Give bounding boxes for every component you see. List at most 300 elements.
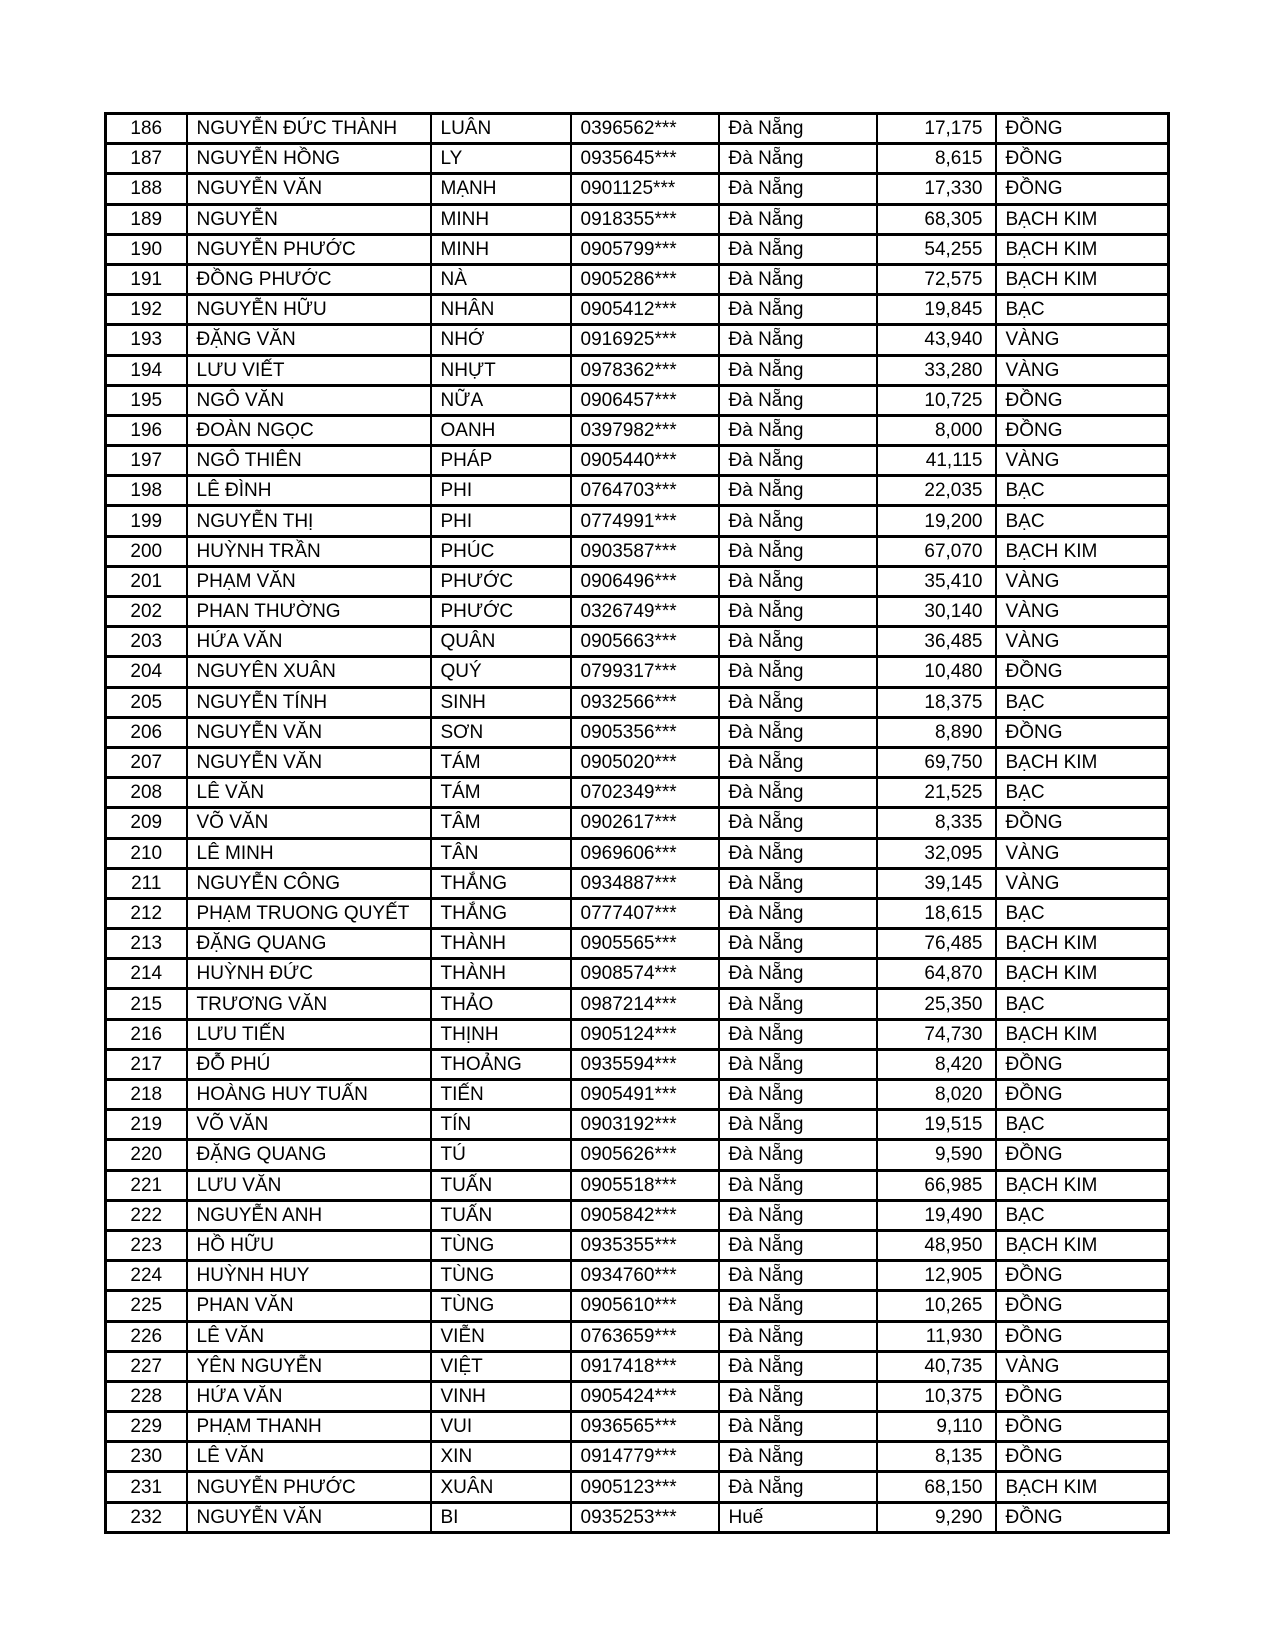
cell-city: Đà Nẵng <box>719 868 877 898</box>
table-row <box>106 597 1169 627</box>
cell-row-number: 218 <box>106 1080 187 1110</box>
cell-tier: ĐỒNG <box>996 1140 1169 1170</box>
cell-points: 35,410 <box>877 566 996 596</box>
cell-phone: 0906496*** <box>571 566 719 596</box>
cell-phone: 0905124*** <box>571 1019 719 1049</box>
cell-tier: BẠC <box>996 1200 1169 1230</box>
cell-city: Đà Nẵng <box>719 898 877 928</box>
cell-phone: 0396562*** <box>571 114 719 144</box>
cell-city: Đà Nẵng <box>719 657 877 687</box>
cell-phone: 0702349*** <box>571 778 719 808</box>
cell-points: 68,305 <box>877 204 996 234</box>
cell-row-number: 196 <box>106 415 187 445</box>
cell-city: Đà Nẵng <box>719 989 877 1019</box>
cell-phone: 0905286*** <box>571 264 719 294</box>
cell-points: 9,590 <box>877 1140 996 1170</box>
cell-row-number: 224 <box>106 1261 187 1291</box>
cell-points: 8,135 <box>877 1442 996 1472</box>
cell-first-name: XUÂN <box>431 1472 571 1502</box>
cell-city: Đà Nẵng <box>719 717 877 747</box>
cell-points: 9,290 <box>877 1502 996 1532</box>
cell-phone: 0777407*** <box>571 898 719 928</box>
cell-points: 11,930 <box>877 1321 996 1351</box>
table-row <box>106 144 1169 174</box>
cell-row-number: 200 <box>106 536 187 566</box>
table-row <box>106 506 1169 536</box>
cell-last-name: NGUYỄN CÔNG <box>187 868 431 898</box>
cell-city: Đà Nẵng <box>719 325 877 355</box>
cell-city: Đà Nẵng <box>719 446 877 476</box>
cell-tier: BẠCH KIM <box>996 929 1169 959</box>
cell-city: Đà Nẵng <box>719 1200 877 1230</box>
table-row <box>106 747 1169 777</box>
cell-row-number: 197 <box>106 446 187 476</box>
cell-phone: 0903192*** <box>571 1110 719 1140</box>
cell-points: 10,265 <box>877 1291 996 1321</box>
cell-first-name: TÁM <box>431 778 571 808</box>
table-row <box>106 295 1169 325</box>
table-row <box>106 627 1169 657</box>
cell-tier: VÀNG <box>996 597 1169 627</box>
cell-phone: 0905663*** <box>571 627 719 657</box>
cell-first-name: TUẤN <box>431 1170 571 1200</box>
cell-tier: BẠC <box>996 1110 1169 1140</box>
cell-phone: 0905020*** <box>571 747 719 777</box>
table-row <box>106 898 1169 928</box>
cell-first-name: TÂM <box>431 808 571 838</box>
cell-last-name: HỒ HỮU <box>187 1230 431 1260</box>
cell-last-name: LÊ VĂN <box>187 778 431 808</box>
cell-first-name: QUÂN <box>431 627 571 657</box>
cell-first-name: TÂN <box>431 838 571 868</box>
cell-first-name: TÙNG <box>431 1261 571 1291</box>
cell-tier: BẠC <box>996 778 1169 808</box>
cell-points: 17,175 <box>877 114 996 144</box>
table-row <box>106 717 1169 747</box>
cell-last-name: PHAN THƯỜNG <box>187 597 431 627</box>
cell-tier: ĐỒNG <box>996 1442 1169 1472</box>
table-row <box>106 385 1169 415</box>
cell-tier: BẠCH KIM <box>996 1472 1169 1502</box>
cell-phone: 0934760*** <box>571 1261 719 1291</box>
cell-tier: ĐỒNG <box>996 717 1169 747</box>
cell-last-name: LÊ VĂN <box>187 1442 431 1472</box>
cell-row-number: 228 <box>106 1381 187 1411</box>
cell-row-number: 192 <box>106 295 187 325</box>
table-row <box>106 657 1169 687</box>
cell-points: 19,490 <box>877 1200 996 1230</box>
cell-tier: VÀNG <box>996 1351 1169 1381</box>
cell-tier: BẠCH KIM <box>996 1170 1169 1200</box>
cell-phone: 0914779*** <box>571 1442 719 1472</box>
cell-phone: 0905518*** <box>571 1170 719 1200</box>
cell-points: 69,750 <box>877 747 996 777</box>
cell-city: Đà Nẵng <box>719 476 877 506</box>
cell-row-number: 208 <box>106 778 187 808</box>
cell-city: Đà Nẵng <box>719 808 877 838</box>
cell-points: 40,735 <box>877 1351 996 1381</box>
cell-city: Đà Nẵng <box>719 747 877 777</box>
cell-first-name: TÍN <box>431 1110 571 1140</box>
cell-phone: 0932566*** <box>571 687 719 717</box>
cell-first-name: TÚ <box>431 1140 571 1170</box>
cell-last-name: YÊN NGUYỄN <box>187 1351 431 1381</box>
table-row <box>106 536 1169 566</box>
cell-city: Đà Nẵng <box>719 1472 877 1502</box>
cell-phone: 0905491*** <box>571 1080 719 1110</box>
cell-phone: 0969606*** <box>571 838 719 868</box>
cell-points: 8,020 <box>877 1080 996 1110</box>
cell-last-name: ĐẶNG QUANG <box>187 1140 431 1170</box>
cell-first-name: NHÂN <box>431 295 571 325</box>
table-row <box>106 355 1169 385</box>
cell-points: 22,035 <box>877 476 996 506</box>
table-row <box>106 264 1169 294</box>
cell-first-name: MINH <box>431 204 571 234</box>
cell-last-name: NGUYỄN PHƯỚC <box>187 234 431 264</box>
cell-row-number: 195 <box>106 385 187 415</box>
table-row <box>106 1080 1169 1110</box>
cell-points: 12,905 <box>877 1261 996 1291</box>
table-row <box>106 476 1169 506</box>
cell-city: Đà Nẵng <box>719 1019 877 1049</box>
cell-row-number: 186 <box>106 114 187 144</box>
table-row <box>106 566 1169 596</box>
cell-last-name: VÕ VĂN <box>187 808 431 838</box>
table-row <box>106 1200 1169 1230</box>
cell-first-name: TIẾN <box>431 1080 571 1110</box>
table-row <box>106 1502 1169 1532</box>
cell-last-name: NGUYÊN XUÂN <box>187 657 431 687</box>
cell-row-number: 226 <box>106 1321 187 1351</box>
cell-city: Đà Nẵng <box>719 355 877 385</box>
cell-tier: VÀNG <box>996 627 1169 657</box>
cell-points: 9,110 <box>877 1412 996 1442</box>
cell-row-number: 206 <box>106 717 187 747</box>
cell-phone: 0905610*** <box>571 1291 719 1321</box>
cell-first-name: PHÁP <box>431 446 571 476</box>
cell-phone: 0905424*** <box>571 1381 719 1411</box>
cell-last-name: NGÔ VĂN <box>187 385 431 415</box>
table-row <box>106 1110 1169 1140</box>
cell-points: 68,150 <box>877 1472 996 1502</box>
cell-first-name: TÙNG <box>431 1291 571 1321</box>
table-row <box>106 868 1169 898</box>
cell-first-name: VIỄN <box>431 1321 571 1351</box>
cell-row-number: 225 <box>106 1291 187 1321</box>
cell-city: Đà Nẵng <box>719 385 877 415</box>
cell-city: Đà Nẵng <box>719 1321 877 1351</box>
cell-tier: ĐỒNG <box>996 1049 1169 1079</box>
cell-first-name: PHI <box>431 476 571 506</box>
cell-city: Đà Nẵng <box>719 114 877 144</box>
cell-tier: VÀNG <box>996 868 1169 898</box>
table-row <box>106 838 1169 868</box>
cell-phone: 0905123*** <box>571 1472 719 1502</box>
table-row <box>106 1170 1169 1200</box>
cell-city: Đà Nẵng <box>719 1351 877 1381</box>
cell-points: 64,870 <box>877 959 996 989</box>
cell-row-number: 210 <box>106 838 187 868</box>
table-row <box>106 174 1169 204</box>
cell-city: Đà Nẵng <box>719 415 877 445</box>
cell-city: Đà Nẵng <box>719 1080 877 1110</box>
cell-row-number: 193 <box>106 325 187 355</box>
cell-city: Đà Nẵng <box>719 536 877 566</box>
cell-tier: BẠC <box>996 898 1169 928</box>
cell-points: 30,140 <box>877 597 996 627</box>
cell-city: Đà Nẵng <box>719 264 877 294</box>
cell-points: 19,200 <box>877 506 996 536</box>
cell-last-name: NGUYỄN THỊ <box>187 506 431 536</box>
cell-phone: 0987214*** <box>571 989 719 1019</box>
cell-points: 72,575 <box>877 264 996 294</box>
cell-tier: BẠC <box>996 687 1169 717</box>
cell-row-number: 187 <box>106 144 187 174</box>
cell-tier: ĐỒNG <box>996 144 1169 174</box>
cell-phone: 0905799*** <box>571 234 719 264</box>
cell-row-number: 216 <box>106 1019 187 1049</box>
table-row <box>106 1412 1169 1442</box>
cell-tier: ĐỒNG <box>996 1321 1169 1351</box>
cell-row-number: 221 <box>106 1170 187 1200</box>
table-row <box>106 114 1169 144</box>
cell-last-name: ĐỒNG PHƯỚC <box>187 264 431 294</box>
cell-tier: VÀNG <box>996 355 1169 385</box>
cell-last-name: NGUYỄN VĂN <box>187 747 431 777</box>
cell-last-name: ĐOÀN NGỌC <box>187 415 431 445</box>
cell-last-name: VÕ VĂN <box>187 1110 431 1140</box>
cell-tier: ĐỒNG <box>996 1261 1169 1291</box>
cell-tier: ĐỒNG <box>996 174 1169 204</box>
cell-points: 8,335 <box>877 808 996 838</box>
cell-tier: BẠC <box>996 476 1169 506</box>
table-row <box>106 1049 1169 1079</box>
cell-first-name: PHI <box>431 506 571 536</box>
cell-first-name: VUI <box>431 1412 571 1442</box>
cell-city: Đà Nẵng <box>719 1110 877 1140</box>
cell-first-name: LUÂN <box>431 114 571 144</box>
cell-phone: 0764703*** <box>571 476 719 506</box>
cell-city: Đà Nẵng <box>719 144 877 174</box>
table-row <box>106 325 1169 355</box>
cell-first-name: SƠN <box>431 717 571 747</box>
cell-phone: 0901125*** <box>571 174 719 204</box>
table-row <box>106 234 1169 264</box>
cell-row-number: 207 <box>106 747 187 777</box>
cell-points: 19,845 <box>877 295 996 325</box>
cell-first-name: BI <box>431 1502 571 1532</box>
table-row <box>106 778 1169 808</box>
cell-city: Đà Nẵng <box>719 1442 877 1472</box>
cell-city: Đà Nẵng <box>719 627 877 657</box>
cell-last-name: PHẠM TRUONG QUYẾT <box>187 898 431 928</box>
cell-row-number: 219 <box>106 1110 187 1140</box>
cell-first-name: NỮA <box>431 385 571 415</box>
cell-phone: 0935594*** <box>571 1049 719 1079</box>
cell-phone: 0918355*** <box>571 204 719 234</box>
cell-row-number: 231 <box>106 1472 187 1502</box>
cell-last-name: NGUYỄN PHƯỚC <box>187 1472 431 1502</box>
cell-city: Đà Nẵng <box>719 838 877 868</box>
cell-points: 18,375 <box>877 687 996 717</box>
cell-points: 10,375 <box>877 1381 996 1411</box>
table-body <box>106 114 1169 1533</box>
cell-last-name: HOÀNG HUY TUẤN <box>187 1080 431 1110</box>
cell-tier: BẠCH KIM <box>996 204 1169 234</box>
cell-row-number: 223 <box>106 1230 187 1260</box>
cell-tier: BẠC <box>996 506 1169 536</box>
cell-city: Đà Nẵng <box>719 1261 877 1291</box>
cell-last-name: HUỲNH HUY <box>187 1261 431 1291</box>
cell-first-name: NHỚ <box>431 325 571 355</box>
cell-city: Đà Nẵng <box>719 295 877 325</box>
table-row <box>106 1140 1169 1170</box>
cell-last-name: NGUYỄN VĂN <box>187 174 431 204</box>
cell-row-number: 198 <box>106 476 187 506</box>
cell-last-name: HUỲNH ĐỨC <box>187 959 431 989</box>
cell-city: Đà Nẵng <box>719 1291 877 1321</box>
cell-city: Đà Nẵng <box>719 959 877 989</box>
cell-points: 19,515 <box>877 1110 996 1140</box>
cell-first-name: TÙNG <box>431 1230 571 1260</box>
cell-points: 8,890 <box>877 717 996 747</box>
cell-tier: VÀNG <box>996 838 1169 868</box>
cell-points: 8,000 <box>877 415 996 445</box>
table-row <box>106 1321 1169 1351</box>
cell-phone: 0905626*** <box>571 1140 719 1170</box>
cell-points: 10,480 <box>877 657 996 687</box>
cell-first-name: MẠNH <box>431 174 571 204</box>
cell-tier: BẠCH KIM <box>996 747 1169 777</box>
cell-city: Đà Nẵng <box>719 566 877 596</box>
cell-row-number: 202 <box>106 597 187 627</box>
cell-city: Đà Nẵng <box>719 1381 877 1411</box>
cell-city: Đà Nẵng <box>719 929 877 959</box>
cell-first-name: TÁM <box>431 747 571 777</box>
cell-last-name: HUỲNH TRẦN <box>187 536 431 566</box>
cell-points: 67,070 <box>877 536 996 566</box>
cell-last-name: NGUYỄN VĂN <box>187 717 431 747</box>
cell-points: 18,615 <box>877 898 996 928</box>
cell-first-name: PHÚC <box>431 536 571 566</box>
cell-row-number: 204 <box>106 657 187 687</box>
cell-tier: VÀNG <box>996 446 1169 476</box>
cell-last-name: LÊ ĐÌNH <box>187 476 431 506</box>
cell-tier: VÀNG <box>996 566 1169 596</box>
cell-last-name: NGUYỄN ĐỨC THÀNH <box>187 114 431 144</box>
cell-row-number: 215 <box>106 989 187 1019</box>
cell-points: 41,115 <box>877 446 996 476</box>
cell-points: 32,095 <box>877 838 996 868</box>
cell-phone: 0905412*** <box>571 295 719 325</box>
cell-first-name: THÀNH <box>431 959 571 989</box>
cell-first-name: PHƯỚC <box>431 566 571 596</box>
cell-tier: ĐỒNG <box>996 1502 1169 1532</box>
cell-phone: 0774991*** <box>571 506 719 536</box>
cell-first-name: THẮNG <box>431 868 571 898</box>
cell-city: Đà Nẵng <box>719 1170 877 1200</box>
cell-row-number: 232 <box>106 1502 187 1532</box>
cell-city: Huế <box>719 1502 877 1532</box>
cell-first-name: THÀNH <box>431 929 571 959</box>
cell-tier: BẠCH KIM <box>996 536 1169 566</box>
cell-city: Đà Nẵng <box>719 174 877 204</box>
cell-points: 17,330 <box>877 174 996 204</box>
cell-row-number: 201 <box>106 566 187 596</box>
cell-phone: 0905440*** <box>571 446 719 476</box>
table-row <box>106 446 1169 476</box>
cell-first-name: THỊNH <box>431 1019 571 1049</box>
cell-phone: 0908574*** <box>571 959 719 989</box>
table-row <box>106 415 1169 445</box>
cell-points: 8,420 <box>877 1049 996 1079</box>
table-row <box>106 1442 1169 1472</box>
cell-first-name: TUẤN <box>431 1200 571 1230</box>
cell-last-name: PHAN VĂN <box>187 1291 431 1321</box>
cell-last-name: NGUYỄN ANH <box>187 1200 431 1230</box>
cell-last-name: HỨA VĂN <box>187 627 431 657</box>
cell-tier: ĐỒNG <box>996 1381 1169 1411</box>
cell-first-name: THẮNG <box>431 898 571 928</box>
cell-city: Đà Nẵng <box>719 1230 877 1260</box>
cell-last-name: TRƯƠNG VĂN <box>187 989 431 1019</box>
cell-city: Đà Nẵng <box>719 1140 877 1170</box>
cell-phone: 0935645*** <box>571 144 719 174</box>
cell-last-name: LƯU VĂN <box>187 1170 431 1200</box>
cell-phone: 0916925*** <box>571 325 719 355</box>
cell-first-name: MINH <box>431 234 571 264</box>
cell-first-name: NHỰT <box>431 355 571 385</box>
cell-last-name: PHẠM VĂN <box>187 566 431 596</box>
table-row <box>106 1230 1169 1260</box>
cell-last-name: LƯU VIẾT <box>187 355 431 385</box>
cell-last-name: NGUYỄN <box>187 204 431 234</box>
cell-city: Đà Nẵng <box>719 1049 877 1079</box>
cell-row-number: 213 <box>106 929 187 959</box>
cell-last-name: HỨA VĂN <box>187 1381 431 1411</box>
cell-city: Đà Nẵng <box>719 1412 877 1442</box>
cell-tier: ĐỒNG <box>996 415 1169 445</box>
cell-tier: ĐỒNG <box>996 1291 1169 1321</box>
cell-row-number: 191 <box>106 264 187 294</box>
cell-points: 76,485 <box>877 929 996 959</box>
cell-points: 74,730 <box>877 1019 996 1049</box>
cell-city: Đà Nẵng <box>719 506 877 536</box>
cell-last-name: LƯU TIẾN <box>187 1019 431 1049</box>
cell-city: Đà Nẵng <box>719 687 877 717</box>
cell-tier: ĐỒNG <box>996 114 1169 144</box>
cell-points: 36,485 <box>877 627 996 657</box>
cell-tier: BẠCH KIM <box>996 1230 1169 1260</box>
cell-phone: 0397982*** <box>571 415 719 445</box>
cell-first-name: LY <box>431 144 571 174</box>
cell-row-number: 211 <box>106 868 187 898</box>
cell-last-name: PHẠM THANH <box>187 1412 431 1442</box>
cell-phone: 0326749*** <box>571 597 719 627</box>
cell-phone: 0978362*** <box>571 355 719 385</box>
cell-points: 10,725 <box>877 385 996 415</box>
cell-tier: BẠCH KIM <box>996 1019 1169 1049</box>
table-row <box>106 1351 1169 1381</box>
cell-first-name: NÀ <box>431 264 571 294</box>
cell-row-number: 190 <box>106 234 187 264</box>
cell-points: 48,950 <box>877 1230 996 1260</box>
cell-tier: VÀNG <box>996 325 1169 355</box>
cell-tier: ĐỒNG <box>996 657 1169 687</box>
cell-phone: 0902617*** <box>571 808 719 838</box>
cell-last-name: ĐẶNG QUANG <box>187 929 431 959</box>
